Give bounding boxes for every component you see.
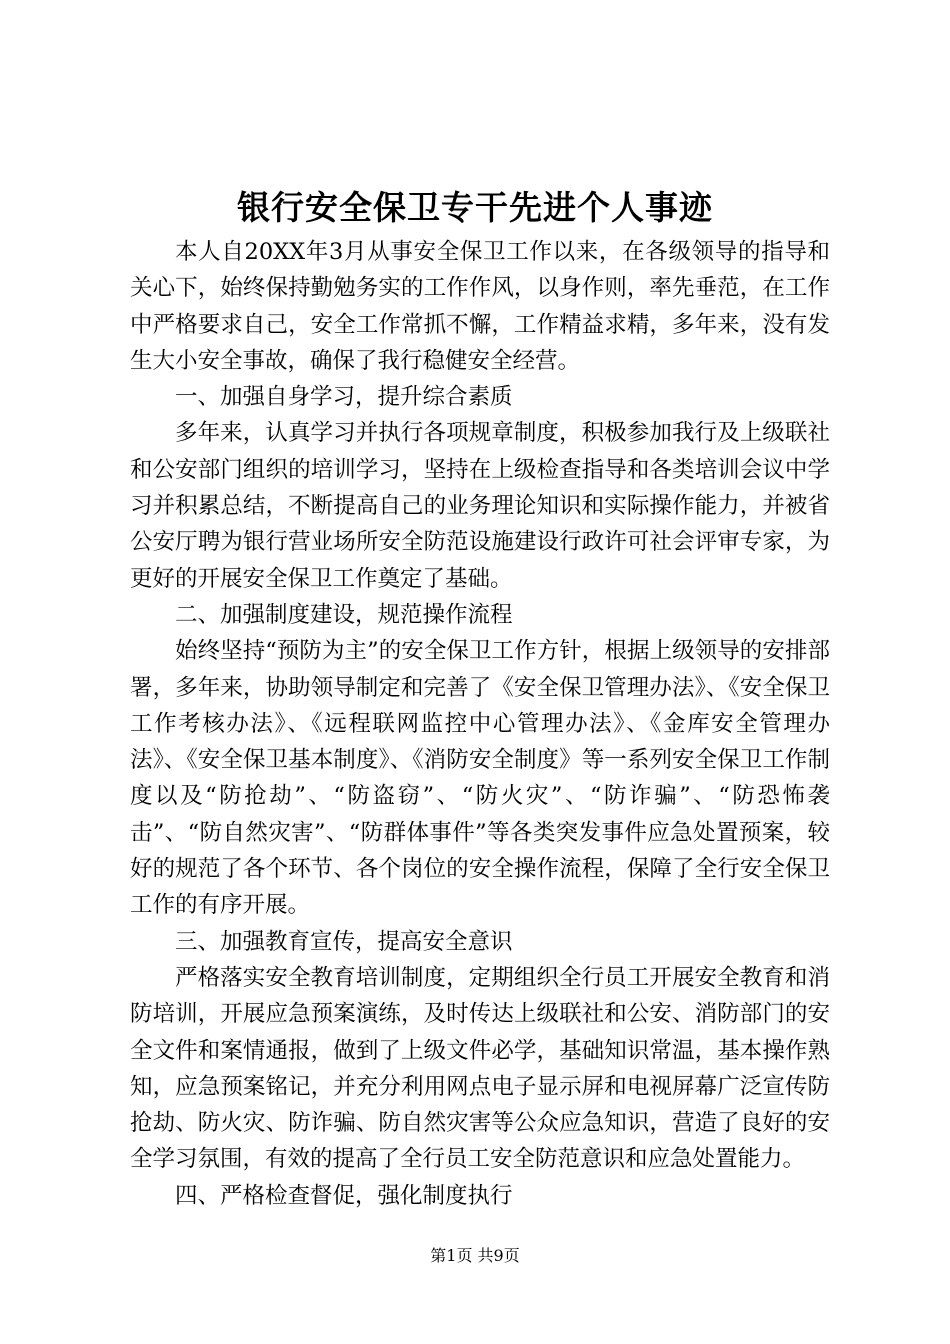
section-paragraph-3: 严格落实安全教育培训制度，定期组织全行员工开展安全教育和消防培训，开展应急预案演练，及时传达上级联社和公安、消防部门的安全文件和案情通报，做到了上级文件必学，基础知识常温，基本操作熟知，应急预案铭记，并充分利用网点电子显示屏和电视屏幕广泛宣传防抢劫、防火灾、防诈骗、防自然灾害等公众应急知识，营造了良好的安全学习氛围，有效的提高了全行员工安全防范意识和应急处置能力。: [130, 964, 830, 1173]
section-heading-2: 二、加强制度建设，规范操作流程: [175, 601, 513, 628]
intro-paragraph: 本人自20XX年3月从事安全保卫工作以来，在各级领导的指导和关心下，始终保持勤勉务实的工作作风，以身作则，率先垂范，在工作中严格要求自己，安全工作常抓不懈，工作精益求精，多年来，没有发生大小安全事故，确保了我行稳健安全经营。: [130, 239, 830, 374]
page-number-footer: 第1页 共9页: [430, 1246, 520, 1265]
section-paragraph-1: 多年来，认真学习并执行各项规章制度，积极参加我行及上级联社和公安部门组织的培训学习，坚持在上级检查指导和各类培训会议中学习并积累总结，不断提高自己的业务理论知识和实际操作能力，并被省公安厅聘为银行营业场所安全防范设施建设行政许可社会评审专家，为更好的开展安全保卫工作奠定了基础。: [130, 420, 830, 592]
document-body: [130, 234, 830, 1214]
section-heading-4: 四、严格检查督促，强化制度执行: [175, 1182, 513, 1209]
section-heading-1: 一、加强自身学习，提升综合素质: [175, 384, 513, 411]
section-heading-3: 三、加强教育宣传，提高安全意识: [175, 928, 513, 955]
document-title: 银行安全保卫专干先进个人事迹: [237, 188, 713, 227]
section-paragraph-2: 始终坚持“预防为主”的安全保卫工作方针，根据上级领导的安排部署，多年来，协助领导制定和完善了《安全保卫管理办法》、《安全保卫工作考核办法》、《远程联网监控中心管理办法》、《金库安全管理办法》、《安全保卫基本制度》、《消防安全制度》等一系列安全保卫工作制度以及“防抢劫”、“防盗窃”、“防火灾”、“防诈骗”、“防恐怖袭击”、“防自然灾害”、“防群体事件”等各类突发事件应急处置预案，较好的规范了各个环节、各个岗位的安全操作流程，保障了全行安全保卫工作的有序开展。: [130, 638, 830, 919]
